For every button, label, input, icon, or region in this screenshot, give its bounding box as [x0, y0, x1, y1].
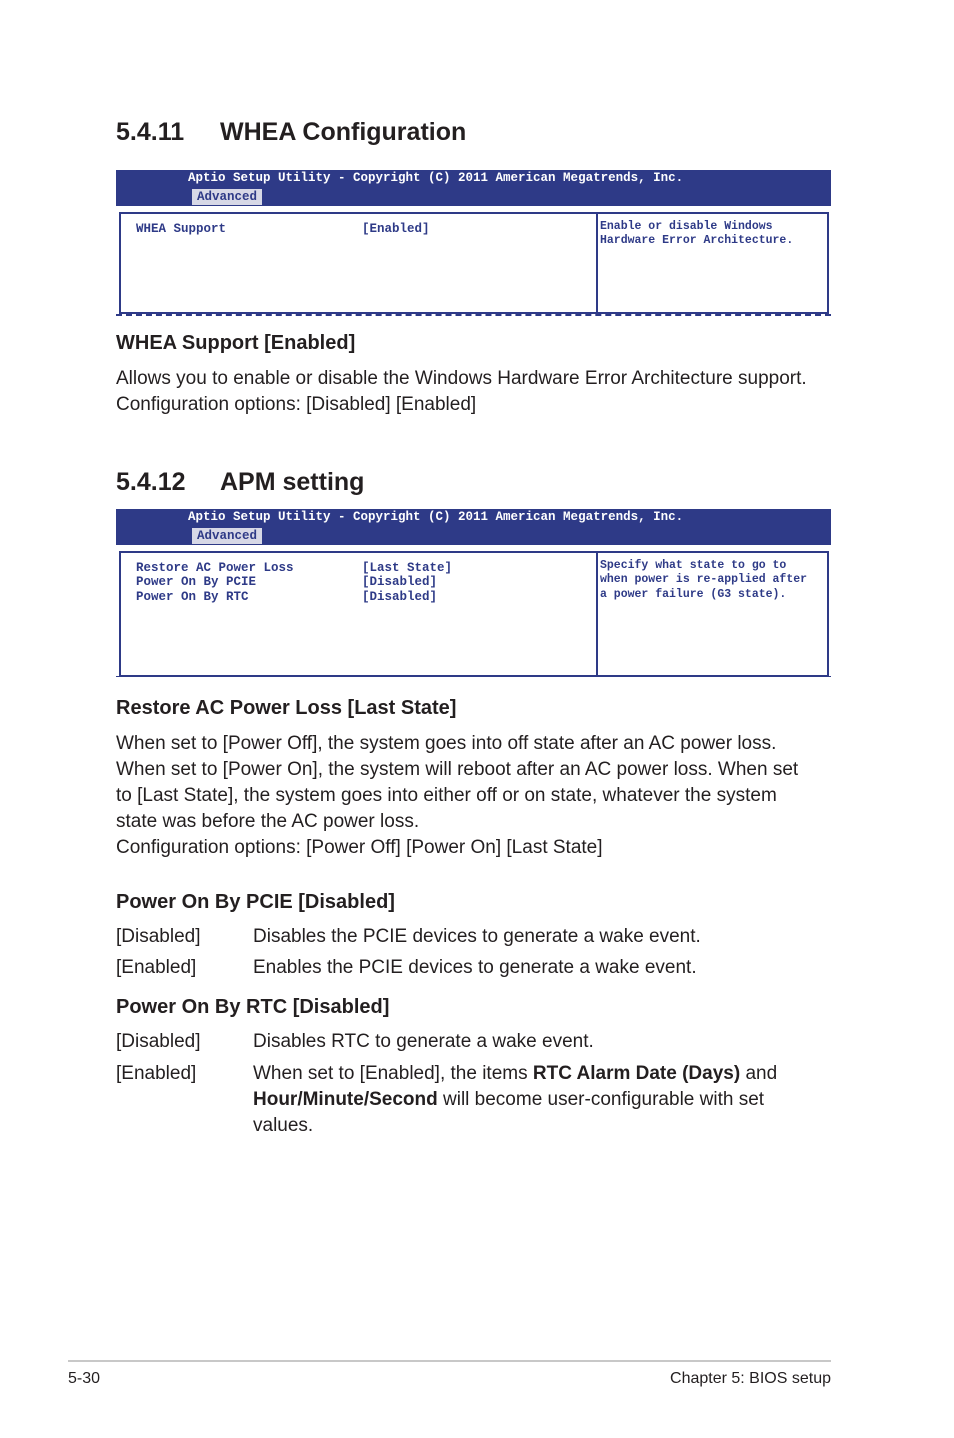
option-key: [Disabled] — [116, 926, 201, 947]
text-run: will become user-configurable with set — [437, 1089, 765, 1110]
section-title: APM setting — [220, 468, 365, 496]
section-number: 5.4.12 — [116, 468, 186, 496]
bold-term: Hour/Minute/Second — [253, 1089, 438, 1110]
tab-advanced[interactable]: Advanced — [192, 189, 262, 205]
footer-rule — [68, 1360, 831, 1362]
bios-panel — [116, 545, 831, 679]
section-heading-apm — [116, 468, 364, 497]
tab-advanced[interactable]: Advanced — [192, 528, 262, 544]
bios-item-value[interactable]: [Enabled] — [362, 222, 430, 236]
paragraph-line: values. — [253, 1115, 314, 1136]
power-on-by-pcie-heading: Power On By PCIE [Disabled] — [116, 891, 395, 913]
whea-support-description — [116, 366, 807, 418]
paragraph-line: Configuration options: [Power Off] [Power On] [Last State] — [116, 837, 603, 858]
bios-item-power-on-by-pcie[interactable]: Power On By PCIE — [136, 575, 257, 589]
paragraph-line: When set to [Power Off], the system goes into off state after an AC power loss. — [116, 733, 777, 754]
bios-title: Aptio Setup Utility - Copyright (C) 2011 American Megatrends, Inc. — [188, 510, 684, 524]
paragraph-line — [253, 1061, 813, 1087]
section-title: WHEA Configuration — [220, 118, 467, 146]
bios-bottom-line — [116, 676, 831, 677]
bold-term: RTC Alarm Date (Days) — [532, 1063, 741, 1084]
bios-item-value[interactable]: [Disabled] — [362, 575, 438, 589]
option-row — [116, 1029, 831, 1055]
option-key: [Disabled] — [116, 1031, 201, 1052]
paragraph-line: When set to [Power On], the system will reboot after an AC power loss. When set — [116, 759, 799, 780]
option-description: Disables the PCIE devices to generate a wake event. — [253, 926, 701, 947]
option-description: Enables the PCIE devices to generate a wake event. — [253, 957, 697, 978]
bios-title: Aptio Setup Utility - Copyright (C) 2011 American Megatrends, Inc. — [188, 171, 684, 185]
option-description: Disables RTC to generate a wake event. — [253, 1031, 594, 1052]
bios-help-line: a power failure (G3 state). — [600, 588, 787, 601]
option-row — [116, 955, 831, 981]
bios-item-value[interactable]: [Disabled] — [362, 590, 438, 604]
restore-ac-power-loss-heading: Restore AC Power Loss [Last State] — [116, 697, 457, 719]
page-number: 5-30 — [68, 1370, 101, 1387]
restore-ac-power-loss-description — [116, 731, 798, 861]
bios-item-restore-ac-power-loss[interactable]: Restore AC Power Loss — [136, 561, 294, 575]
bios-help-line: Enable or disable Windows — [600, 220, 773, 233]
option-row — [116, 924, 831, 950]
chapter-label: Chapter 5: BIOS setup — [670, 1370, 831, 1387]
bios-panel — [116, 206, 831, 316]
bios-item-value[interactable]: [Last State] — [362, 561, 453, 575]
bios-item-whea-support[interactable]: WHEA Support — [136, 222, 227, 236]
bios-screen-apm — [116, 509, 831, 681]
whea-support-heading: WHEA Support [Enabled] — [116, 332, 356, 354]
paragraph-line: state was before the AC power loss. — [116, 811, 420, 832]
bios-title-bar — [116, 509, 831, 545]
option-key: [Enabled] — [116, 1063, 197, 1084]
power-on-by-rtc-heading: Power On By RTC [Disabled] — [116, 996, 390, 1018]
section-number: 5.4.11 — [116, 118, 185, 146]
option-row — [116, 1061, 831, 1141]
paragraph-line: Allows you to enable or disable the Windows Hardware Error Architecture support. — [116, 368, 807, 389]
option-key: [Enabled] — [116, 957, 197, 978]
text-run: and — [740, 1063, 778, 1084]
text-run: When set to [Enabled], the items — [253, 1063, 533, 1084]
paragraph-line: Configuration options: [Disabled] [Enabled] — [116, 394, 477, 415]
option-description — [253, 1061, 813, 1139]
bios-title-bar — [116, 170, 831, 206]
bios-help-line: Hardware Error Architecture. — [600, 234, 794, 247]
bios-item-power-on-by-rtc[interactable]: Power On By RTC — [136, 590, 249, 604]
bios-dashed-divider — [116, 314, 831, 316]
section-heading-whea — [116, 118, 466, 147]
paragraph-line — [253, 1087, 813, 1113]
bios-screen-whea — [116, 170, 831, 320]
bios-help-line: Specify what state to go to — [600, 559, 787, 572]
paragraph-line: to [Last State], the system goes into either off or on state, whatever the system — [116, 785, 777, 806]
bios-help-line: when power is re-applied after — [600, 573, 808, 586]
